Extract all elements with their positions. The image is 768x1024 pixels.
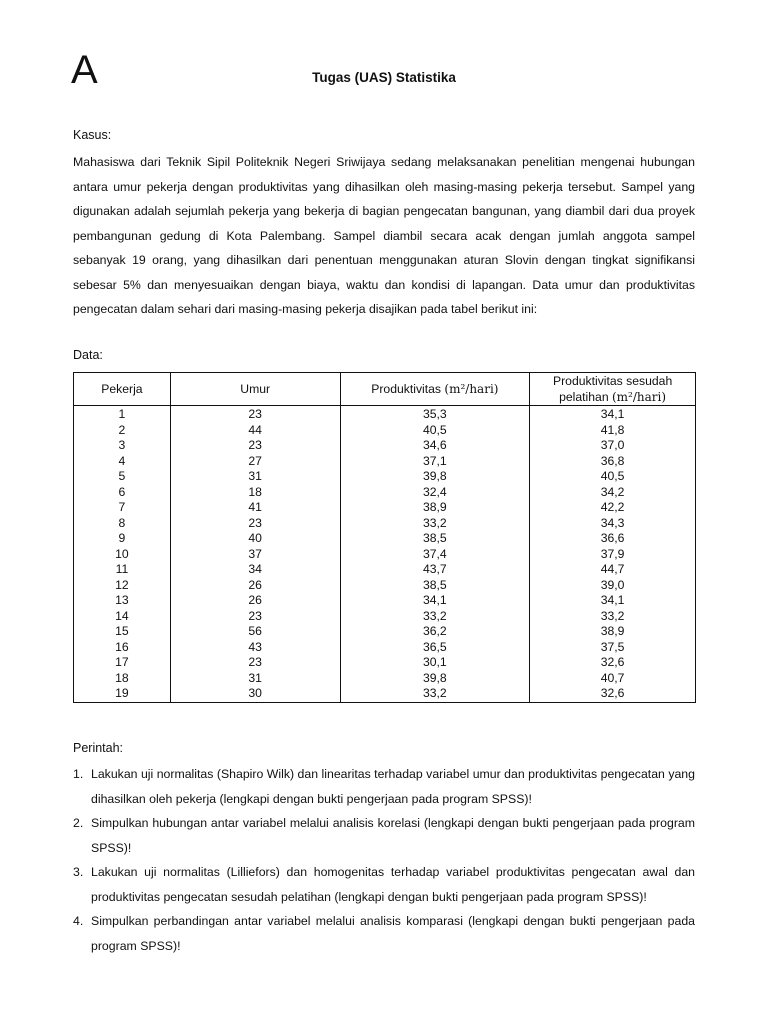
- cell-produktivitas-sesudah: 36,6: [530, 531, 696, 547]
- cell-umur: 40: [170, 531, 340, 547]
- instruction-item: [73, 811, 695, 860]
- page-title: Tugas (UAS) Statistika: [312, 70, 456, 85]
- instruction-item: [73, 860, 695, 909]
- cell-produktivitas: 33,2: [340, 609, 530, 625]
- cell-umur: 23: [170, 655, 340, 671]
- instruction-number: 3.: [73, 865, 84, 879]
- cell-produktivitas-sesudah: 39,0: [530, 578, 696, 594]
- column-header-produktivitas-sesudah: [530, 373, 696, 406]
- cell-produktivitas-sesudah: 44,7: [530, 562, 696, 578]
- case-label: Kasus:: [73, 128, 112, 142]
- sesudah-label-pelatihan: pelatihan: [559, 390, 609, 404]
- cell-pekerja: 14: [74, 609, 171, 625]
- cell-produktivitas-sesudah: 38,9: [530, 624, 696, 640]
- table-row: [74, 516, 696, 532]
- cell-pekerja: 10: [74, 547, 171, 563]
- table-row: [74, 423, 696, 439]
- cell-pekerja: 1: [74, 406, 171, 423]
- table-row: [74, 655, 696, 671]
- table-row: [74, 406, 696, 423]
- case-paragraph: Mahasiswa dari Teknik Sipil Politeknik Negeri Sriwijaya sedang melaksanakan penelitian mengenai hubungan antara umur pekerja dengan produktivitas yang dihasilkan oleh masing-masing pekerja tersebut. Sampel yang digunakan adalah sejumlah pekerja yang bekerja di bagian pengecatan bangunan, yang diambil dari dua proyek pembangunan gedung di Kota Palembang. Sampel diambil secara acak dengan jumlah anggota sampel sebanyak 19 orang, yang dihasilkan dari penentuan menggunakan aturan Slovin dengan tingkat signifikansi sebesar 5% dan menyesuaikan dengan biaya, waktu dan kondisi di lapangan. Data umur dan produktivitas pengecatan dalam sehari dari masing-masing pekerja disajikan pada tabel berikut ini:: [73, 155, 695, 316]
- cell-produktivitas: 36,2: [340, 624, 530, 640]
- table-row: [74, 686, 696, 702]
- cell-produktivitas-sesudah: 37,9: [530, 547, 696, 563]
- table-row: [74, 671, 696, 687]
- cell-produktivitas-sesudah: 32,6: [530, 655, 696, 671]
- cell-umur: 23: [170, 516, 340, 532]
- instruction-text: Simpulkan perbandingan antar variabel melalui analisis komparasi (lengkapi dengan bukti pengerjaan pada program SPSS)!: [91, 914, 695, 953]
- cell-produktivitas-sesudah: 34,3: [530, 516, 696, 532]
- cell-pekerja: 7: [74, 500, 171, 516]
- instruction-number: 2.: [73, 816, 84, 830]
- instructions-label: Perintah:: [73, 741, 124, 755]
- cell-produktivitas: 38,9: [340, 500, 530, 516]
- cell-umur: 27: [170, 454, 340, 470]
- instructions-list: [73, 762, 695, 958]
- table-row: [74, 531, 696, 547]
- cell-produktivitas-sesudah: 37,5: [530, 640, 696, 656]
- cell-umur: 23: [170, 609, 340, 625]
- cell-pekerja: 18: [74, 671, 171, 687]
- sesudah-label-line1: Produktivitas sesudah: [552, 374, 673, 388]
- cell-umur: 18: [170, 485, 340, 501]
- cell-umur: 31: [170, 671, 340, 687]
- cell-umur: 30: [170, 686, 340, 702]
- cell-umur: 56: [170, 624, 340, 640]
- instruction-number: 1.: [73, 767, 84, 781]
- table-row: [74, 624, 696, 640]
- cell-produktivitas: 37,1: [340, 454, 530, 470]
- cell-umur: 43: [170, 640, 340, 656]
- cell-pekerja: 4: [74, 454, 171, 470]
- cell-produktivitas: 32,4: [340, 485, 530, 501]
- cell-produktivitas-sesudah: 41,8: [530, 423, 696, 439]
- cell-produktivitas-sesudah: 42,2: [530, 500, 696, 516]
- cell-pekerja: 15: [74, 624, 171, 640]
- table-header-row: [74, 373, 696, 406]
- cell-produktivitas: 33,2: [340, 516, 530, 532]
- cell-pekerja: 13: [74, 593, 171, 609]
- variant-letter: A: [71, 48, 98, 92]
- cell-produktivitas: 36,5: [340, 640, 530, 656]
- cell-pekerja: 16: [74, 640, 171, 656]
- cell-produktivitas-sesudah: 34,2: [530, 485, 696, 501]
- instruction-number: 4.: [73, 914, 84, 928]
- cell-produktivitas-sesudah: 36,8: [530, 454, 696, 470]
- table-row: [74, 578, 696, 594]
- cell-pekerja: 9: [74, 531, 171, 547]
- cell-produktivitas: 38,5: [340, 531, 530, 547]
- cell-umur: 41: [170, 500, 340, 516]
- table-row: [74, 562, 696, 578]
- cell-pekerja: 8: [74, 516, 171, 532]
- cell-produktivitas: 43,7: [340, 562, 530, 578]
- data-table: [73, 372, 696, 703]
- cell-produktivitas-sesudah: 34,1: [530, 406, 696, 423]
- cell-umur: 23: [170, 438, 340, 454]
- table-row: [74, 485, 696, 501]
- cell-produktivitas-sesudah: 40,5: [530, 469, 696, 485]
- instruction-item: [73, 909, 695, 958]
- cell-produktivitas-sesudah: 33,2: [530, 609, 696, 625]
- table-row: [74, 438, 696, 454]
- table-body: [74, 406, 696, 703]
- cell-produktivitas: 34,6: [340, 438, 530, 454]
- cell-umur: 37: [170, 547, 340, 563]
- cell-umur: 23: [170, 406, 340, 423]
- instruction-text: Simpulkan hubungan antar variabel melalui analisis korelasi (lengkapi dengan bukti pengerjaan pada program SPSS)!: [91, 816, 695, 855]
- produktivitas-unit: (m²/hari): [444, 382, 499, 396]
- cell-produktivitas: 35,3: [340, 406, 530, 423]
- cell-pekerja: 17: [74, 655, 171, 671]
- cell-pekerja: 12: [74, 578, 171, 594]
- table-row: [74, 454, 696, 470]
- column-header-pekerja: Pekerja: [74, 373, 171, 406]
- sesudah-label-line2: [532, 389, 693, 405]
- cell-produktivitas: 39,8: [340, 671, 530, 687]
- table-row: [74, 593, 696, 609]
- instruction-text: Lakukan uji normalitas (Shapiro Wilk) dan linearitas terhadap variabel umur dan produktivitas pengecatan yang dihasilkan oleh pekerja (lengkapi dengan bukti pengerjaan pada program SPSS)!: [91, 767, 695, 806]
- cell-umur: 44: [170, 423, 340, 439]
- cell-produktivitas-sesudah: 32,6: [530, 686, 696, 702]
- cell-produktivitas: 37,4: [340, 547, 530, 563]
- cell-pekerja: 2: [74, 423, 171, 439]
- cell-pekerja: 3: [74, 438, 171, 454]
- table-row: [74, 609, 696, 625]
- column-header-umur: Umur: [170, 373, 340, 406]
- instruction-item: [73, 762, 695, 811]
- data-label: Data:: [73, 348, 103, 362]
- cell-produktivitas: 38,5: [340, 578, 530, 594]
- cell-pekerja: 6: [74, 485, 171, 501]
- column-header-produktivitas: [340, 373, 530, 406]
- sesudah-unit: (m²/hari): [612, 390, 667, 404]
- cell-produktivitas: 33,2: [340, 686, 530, 702]
- cell-umur: 26: [170, 593, 340, 609]
- table-row: [74, 547, 696, 563]
- table-row: [74, 640, 696, 656]
- cell-produktivitas-sesudah: 40,7: [530, 671, 696, 687]
- cell-produktivitas: 34,1: [340, 593, 530, 609]
- cell-umur: 34: [170, 562, 340, 578]
- table-row: [74, 469, 696, 485]
- cell-pekerja: 5: [74, 469, 171, 485]
- cell-pekerja: 11: [74, 562, 171, 578]
- table-row: [74, 500, 696, 516]
- produktivitas-label: Produktivitas: [371, 382, 442, 396]
- cell-umur: 31: [170, 469, 340, 485]
- cell-produktivitas: 40,5: [340, 423, 530, 439]
- cell-produktivitas-sesudah: 34,1: [530, 593, 696, 609]
- cell-umur: 26: [170, 578, 340, 594]
- cell-produktivitas-sesudah: 37,0: [530, 438, 696, 454]
- cell-produktivitas: 39,8: [340, 469, 530, 485]
- cell-pekerja: 19: [74, 686, 171, 702]
- instruction-text: Lakukan uji normalitas (Lilliefors) dan homogenitas terhadap variabel produktivitas pengecatan awal dan produktivitas pengecatan sesudah pelatihan (lengkapi dengan bukti pengerjaan pada program SPSS)!: [91, 865, 695, 904]
- cell-produktivitas: 30,1: [340, 655, 530, 671]
